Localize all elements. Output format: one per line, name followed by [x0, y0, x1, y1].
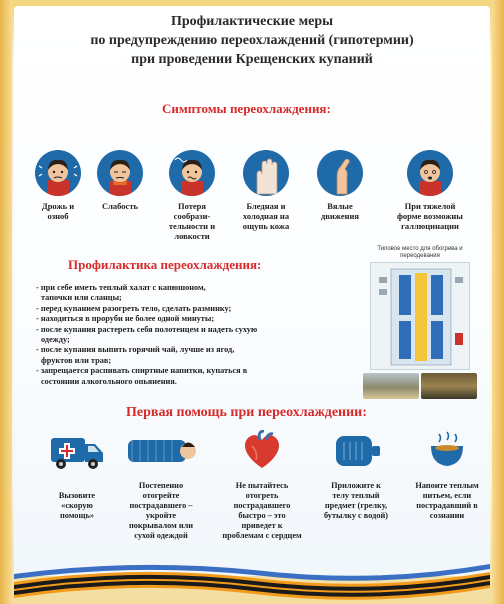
title-line-1: Профилактические меры	[170, 14, 334, 29]
first-aid-label: Приложите к телу теплый предмет (грелку, бутылку с водой)	[323, 481, 389, 520]
symptom-item	[390, 150, 470, 231]
list-item: одежду;	[41, 335, 70, 345]
list-item: фруктов или трав;	[41, 355, 112, 365]
first-aid-label: Напоите теплым питьем, если пострадавший в сознании	[415, 481, 479, 520]
first-aid-label: Вызовите «скорую помощь»	[58, 491, 96, 520]
first-aid-label: Постепенно отогрейте пострадавшего – укройте покрывалом или сухой одеждой	[128, 481, 194, 540]
prevention-heading: Профилактика переохлаждения:	[68, 257, 262, 272]
list-item: - перед купанием разогреть тело, сделать разминку;	[36, 303, 232, 313]
tent-outside-photo	[363, 373, 419, 399]
first-aid-item	[404, 430, 490, 521]
symptom-label: Бледная и холодная на ощупь кожа	[242, 201, 290, 231]
hot-water-bottle-icon	[328, 430, 384, 470]
sluggish-arm-icon	[317, 150, 363, 196]
list-item: - запрещается распивать спиртные напитки, купаться в	[36, 366, 248, 376]
list-item: - после купания выпить горячий чай, лучше из ягод,	[36, 345, 235, 355]
first-aid-label: Не пытайтесь отогреть пострадавшего быстро – это приведет к проблемам с сердцем	[222, 481, 302, 540]
symptom-label: Дрожь и озноб	[41, 201, 75, 221]
heart-icon	[240, 430, 284, 470]
page-title	[60, 12, 444, 69]
plan-title: Типовое место для обогрева и переодевания	[377, 246, 463, 259]
first-aid-item	[313, 430, 399, 521]
symptom-item	[226, 150, 306, 231]
st-george-ribbon	[14, 552, 490, 604]
weak-person-icon	[97, 150, 143, 196]
tent-inside-photo	[421, 373, 477, 399]
list-item: состоянии алкогольного опьянения.	[41, 376, 177, 386]
title-line-2: по предупреждению переохлаждений (гипотермии)	[90, 33, 414, 48]
blanket-icon	[122, 430, 200, 470]
symptoms-heading: Симптомы переохлаждения:	[162, 101, 331, 116]
list-item: - после купания растереть себя полотенцем и надеть сухую	[36, 324, 258, 334]
list-item: - при себе иметь теплый халат с капюшоном,	[36, 283, 206, 292]
right-frame-border	[492, 0, 504, 604]
first-aid-heading: Первая помощь при переохлаждении:	[126, 405, 367, 420]
first-aid-item	[34, 430, 120, 521]
symptom-item	[300, 150, 380, 221]
hallucinating-person-icon	[407, 150, 453, 196]
left-frame-border	[0, 0, 12, 604]
symptom-label: Потеря сообрази- тельности и ловкости	[168, 201, 216, 241]
symptom-label: Вялые движения	[320, 201, 359, 221]
ambulance-icon	[47, 430, 107, 474]
list-item: тапочки или сланцы;	[41, 293, 122, 303]
prevention-list	[36, 283, 356, 387]
first-aid-item	[118, 430, 204, 541]
symptom-label: Слабость	[102, 201, 138, 211]
symptom-item	[80, 150, 160, 211]
first-aid-item	[219, 430, 305, 541]
hot-drink-icon	[427, 430, 467, 470]
symptom-item	[152, 150, 232, 241]
shivering-person-icon	[35, 150, 81, 196]
warming-place-plan	[370, 262, 470, 370]
symptom-label: При тяжелой форме возможны галлюцинации	[397, 201, 463, 231]
confused-person-icon	[169, 150, 215, 196]
list-item: - находиться в проруби не более одной минуты;	[36, 314, 215, 324]
title-line-3: при проведении Крещенских купаний	[131, 52, 373, 67]
warming-place-photos	[362, 373, 478, 399]
pale-hand-icon	[243, 150, 289, 196]
warming-place-illustration	[362, 246, 478, 402]
